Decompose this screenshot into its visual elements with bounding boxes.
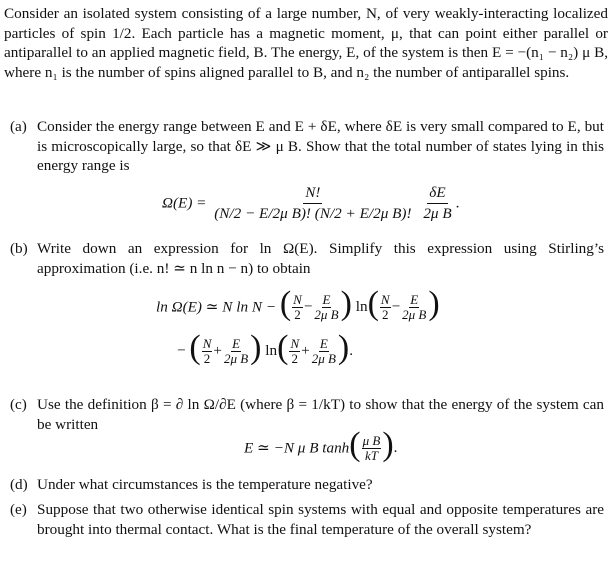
eq-b-tmb-3: 2μ B (223, 350, 249, 366)
eq-a-num-2: δE (427, 184, 447, 204)
equation-omega (162, 184, 459, 223)
part-b (10, 239, 604, 278)
part-a-text: Consider the energy range between E and E + δE, where δE is very small compared to E, but is microscopically large, so that δE ≫ μ B. Show that the total number of states lying in this energy range is (37, 118, 604, 175)
part-b-text: Write down an expression for ln Ω(E). Simplify this expression using Stirling’s approximation (i.e. n! ≃ n ln n − n) to obtain (37, 240, 604, 277)
eq-b-frac-n-2 (380, 293, 391, 322)
eq-b-n-4: N (290, 335, 300, 351)
eq-b-tmb-4: 2μ B (311, 350, 336, 366)
eq-c-num: μ B (362, 432, 381, 448)
part-b-label: (b) (10, 240, 28, 257)
eq-b-paren-open-3: ( (189, 329, 201, 366)
eq-b-tmb-1: 2μ B (314, 306, 339, 322)
eq-b-frac-e-4 (311, 337, 337, 366)
eq-b-plus-2: + (301, 342, 310, 359)
eq-b-paren-open-4: ( (277, 329, 289, 366)
equation-energy (244, 426, 398, 465)
eq-b-plus-1: + (213, 342, 222, 359)
eq-a-den-1: (N/2 − E/2μ B)! (N/2 + E/2μ B)! (214, 205, 412, 222)
eq-a-den-2: 2μ B (423, 205, 452, 222)
part-c-label: (c) (10, 396, 27, 413)
eq-b-n-1: N (293, 291, 302, 307)
eq-b-e-3: E (232, 335, 241, 351)
eq-b-minus-2: − (391, 298, 401, 315)
eq-a-frac-1 (212, 184, 413, 223)
intro-paragraph: Consider an isolated system consisting of a large number, N, of very weakly-interacting localized particles of spin 1/2. Each particle has a magnetic moment, μ, that can point either parallel or antiparallel to an applied magnetic field, B. The energy, E, of the system is then E = −(n₁ − n₂) μ B, where n₁ is the number of spins aligned parallel to B, and n₂ the number of antiparallel spins. (4, 5, 608, 81)
eq-c-den: kT (364, 447, 378, 463)
eq-b-frac-n-1 (292, 293, 303, 322)
eq-b-e-2: E (410, 291, 419, 307)
equation-ln-omega-line1 (156, 285, 440, 324)
part-e-text: Suppose that two otherwise identical spin systems with equal and opposite temperatures are brought into thermal contact. What is the final temperature of the overall system? (37, 501, 604, 538)
eq-b-tmb-2: 2μ B (402, 306, 427, 322)
eq-c-end: . (393, 439, 398, 456)
eq-b-two-2: 2 (381, 306, 389, 322)
eq-b-frac-n-3 (202, 337, 213, 366)
eq-b-two-4: 2 (291, 350, 299, 366)
eq-b-e-4: E (319, 335, 328, 351)
eq-c-lhs: E ≃ −N μ B tanh (244, 439, 350, 457)
eq-a-frac-2 (421, 184, 453, 223)
eq-b-paren-close-4: ) (337, 329, 350, 366)
eq-b-ln-1: ln (355, 298, 368, 315)
equation-ln-omega-line2 (177, 329, 354, 368)
eq-b-frac-e-1 (313, 293, 339, 322)
eq-a-num-1: N! (303, 184, 322, 204)
part-c (10, 395, 604, 434)
eq-b-lead-minus: − (177, 342, 186, 359)
eq-b-two-3: 2 (203, 350, 211, 366)
part-c-text: Use the definition β = ∂ ln Ω/∂E (where β = 1/kT) to show that the energy of the system can be written (37, 396, 604, 433)
eq-b-lhs: ln Ω(E) ≃ N ln N − (156, 298, 277, 316)
part-e-label: (e) (10, 501, 27, 518)
eq-b-paren-close-3: ) (250, 329, 262, 366)
eq-b-frac-n-4 (289, 337, 300, 366)
eq-b-paren-close-1: ) (340, 285, 352, 322)
eq-b-two-1: 2 (294, 306, 301, 322)
eq-a-end: . (455, 194, 460, 212)
part-a-label: (a) (10, 118, 27, 135)
eq-b-ln-2: ln (265, 342, 278, 359)
eq-c-frac (362, 434, 382, 463)
eq-b-paren-open-1: ( (279, 285, 292, 322)
part-a (10, 117, 604, 176)
part-d-label: (d) (10, 476, 28, 493)
eq-b-e-1: E (322, 291, 331, 307)
eq-a-lhs: Ω(E) = (162, 194, 207, 212)
eq-c-paren-close: ) (382, 426, 394, 463)
part-d-text: Under what circumstances is the temperature negative? (37, 476, 373, 493)
eq-b-paren-close-2: ) (428, 285, 440, 322)
eq-b-end: . (349, 342, 354, 359)
eq-b-frac-e-3 (223, 337, 249, 366)
eq-b-n-3: N (202, 335, 212, 351)
eq-c-paren-open: ( (349, 426, 361, 463)
eq-b-n-2: N (380, 291, 390, 307)
eq-b-paren-open-2: ( (367, 285, 379, 322)
part-e (10, 500, 604, 539)
eq-b-minus-1: − (303, 298, 313, 315)
eq-b-frac-e-2 (401, 293, 427, 322)
part-d (10, 475, 604, 495)
